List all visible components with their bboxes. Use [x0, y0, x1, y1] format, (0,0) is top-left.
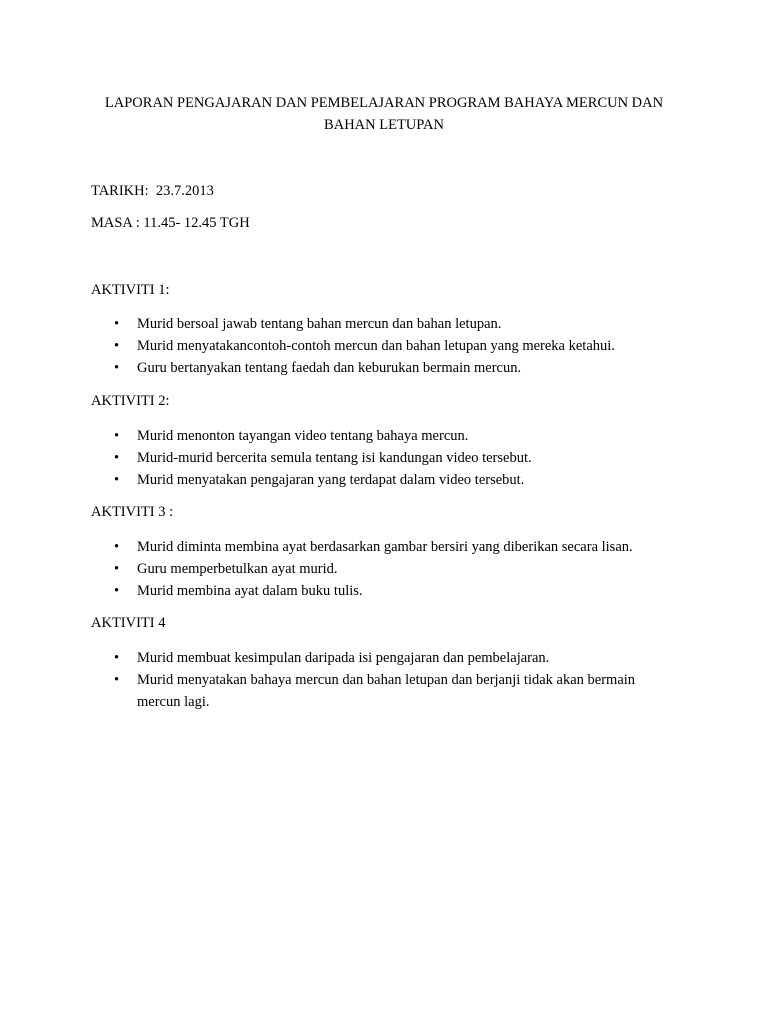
date-line: TARIKH: 23.7.2013: [91, 183, 214, 199]
bullet-icon: •: [114, 316, 120, 332]
list-item-text: Murid menonton tayangan video tentang bahaya mercun.: [137, 428, 469, 444]
list-item: [0, 669, 768, 713]
list-item-text: Guru bertanyakan tentang faedah dan keburukan bermain mercun.: [137, 360, 522, 376]
bullet-icon: •: [114, 539, 120, 555]
bullet-icon: •: [114, 472, 120, 488]
list-item-text: Murid menyatakancontoh-contoh mercun dan bahan letupan yang mereka ketahui.: [137, 338, 615, 354]
list-item: [0, 558, 768, 580]
activity-4-list: [0, 647, 768, 713]
list-item: [0, 647, 768, 669]
report-title-line-1: LAPORAN PENGAJARAN DAN PEMBELAJARAN PROGRAM BAHAYA MERCUN DAN: [104, 95, 664, 111]
list-item: [0, 469, 768, 491]
list-item-text: Murid bersoal jawab tentang bahan mercun dan bahan letupan.: [137, 316, 502, 332]
list-item: [0, 335, 768, 357]
report-title-line-2: BAHAN LETUPAN: [324, 117, 444, 133]
list-item: [0, 313, 768, 335]
list-item-text: Murid menyatakan bahaya mercun dan bahan letupan dan berjanji tidak akan bermain mercun lagi.: [137, 672, 636, 710]
bullet-icon: •: [114, 338, 120, 354]
bullet-icon: •: [114, 428, 120, 444]
activity-3-list: [0, 536, 768, 602]
list-item-text: Murid menyatakan pengajaran yang terdapat dalam video tersebut.: [137, 472, 525, 488]
list-item-text: Murid membina ayat dalam buku tulis.: [137, 583, 363, 599]
bullet-icon: •: [114, 450, 120, 466]
activity-3-heading: AKTIVITI 3 :: [91, 504, 174, 520]
activity-1-heading: AKTIVITI 1:: [91, 282, 170, 298]
bullet-icon: •: [114, 650, 120, 666]
list-item: [0, 536, 768, 558]
bullet-icon: •: [114, 583, 120, 599]
list-item-text: Guru memperbetulkan ayat murid.: [137, 561, 338, 577]
list-item-text: Murid membuat kesimpulan daripada isi pengajaran dan pembelajaran.: [137, 650, 550, 666]
list-item: [0, 425, 768, 447]
bullet-icon: •: [114, 360, 120, 376]
activity-1-list: [0, 313, 768, 379]
activity-4-heading: AKTIVITI 4: [91, 615, 166, 631]
list-item-text: Murid diminta membina ayat berdasarkan gambar bersiri yang diberikan secara lisan.: [137, 539, 633, 555]
bullet-icon: •: [114, 561, 120, 577]
list-item: [0, 580, 768, 602]
list-item-text: Murid-murid bercerita semula tentang isi kandungan video tersebut.: [137, 450, 532, 466]
list-item: [0, 447, 768, 469]
activity-2-list: [0, 425, 768, 491]
list-item: [0, 357, 768, 379]
time-line: MASA : 11.45- 12.45 TGH: [91, 215, 250, 231]
bullet-icon: •: [114, 672, 120, 688]
activity-2-heading: AKTIVITI 2:: [91, 393, 170, 409]
report-title: [90, 92, 678, 136]
